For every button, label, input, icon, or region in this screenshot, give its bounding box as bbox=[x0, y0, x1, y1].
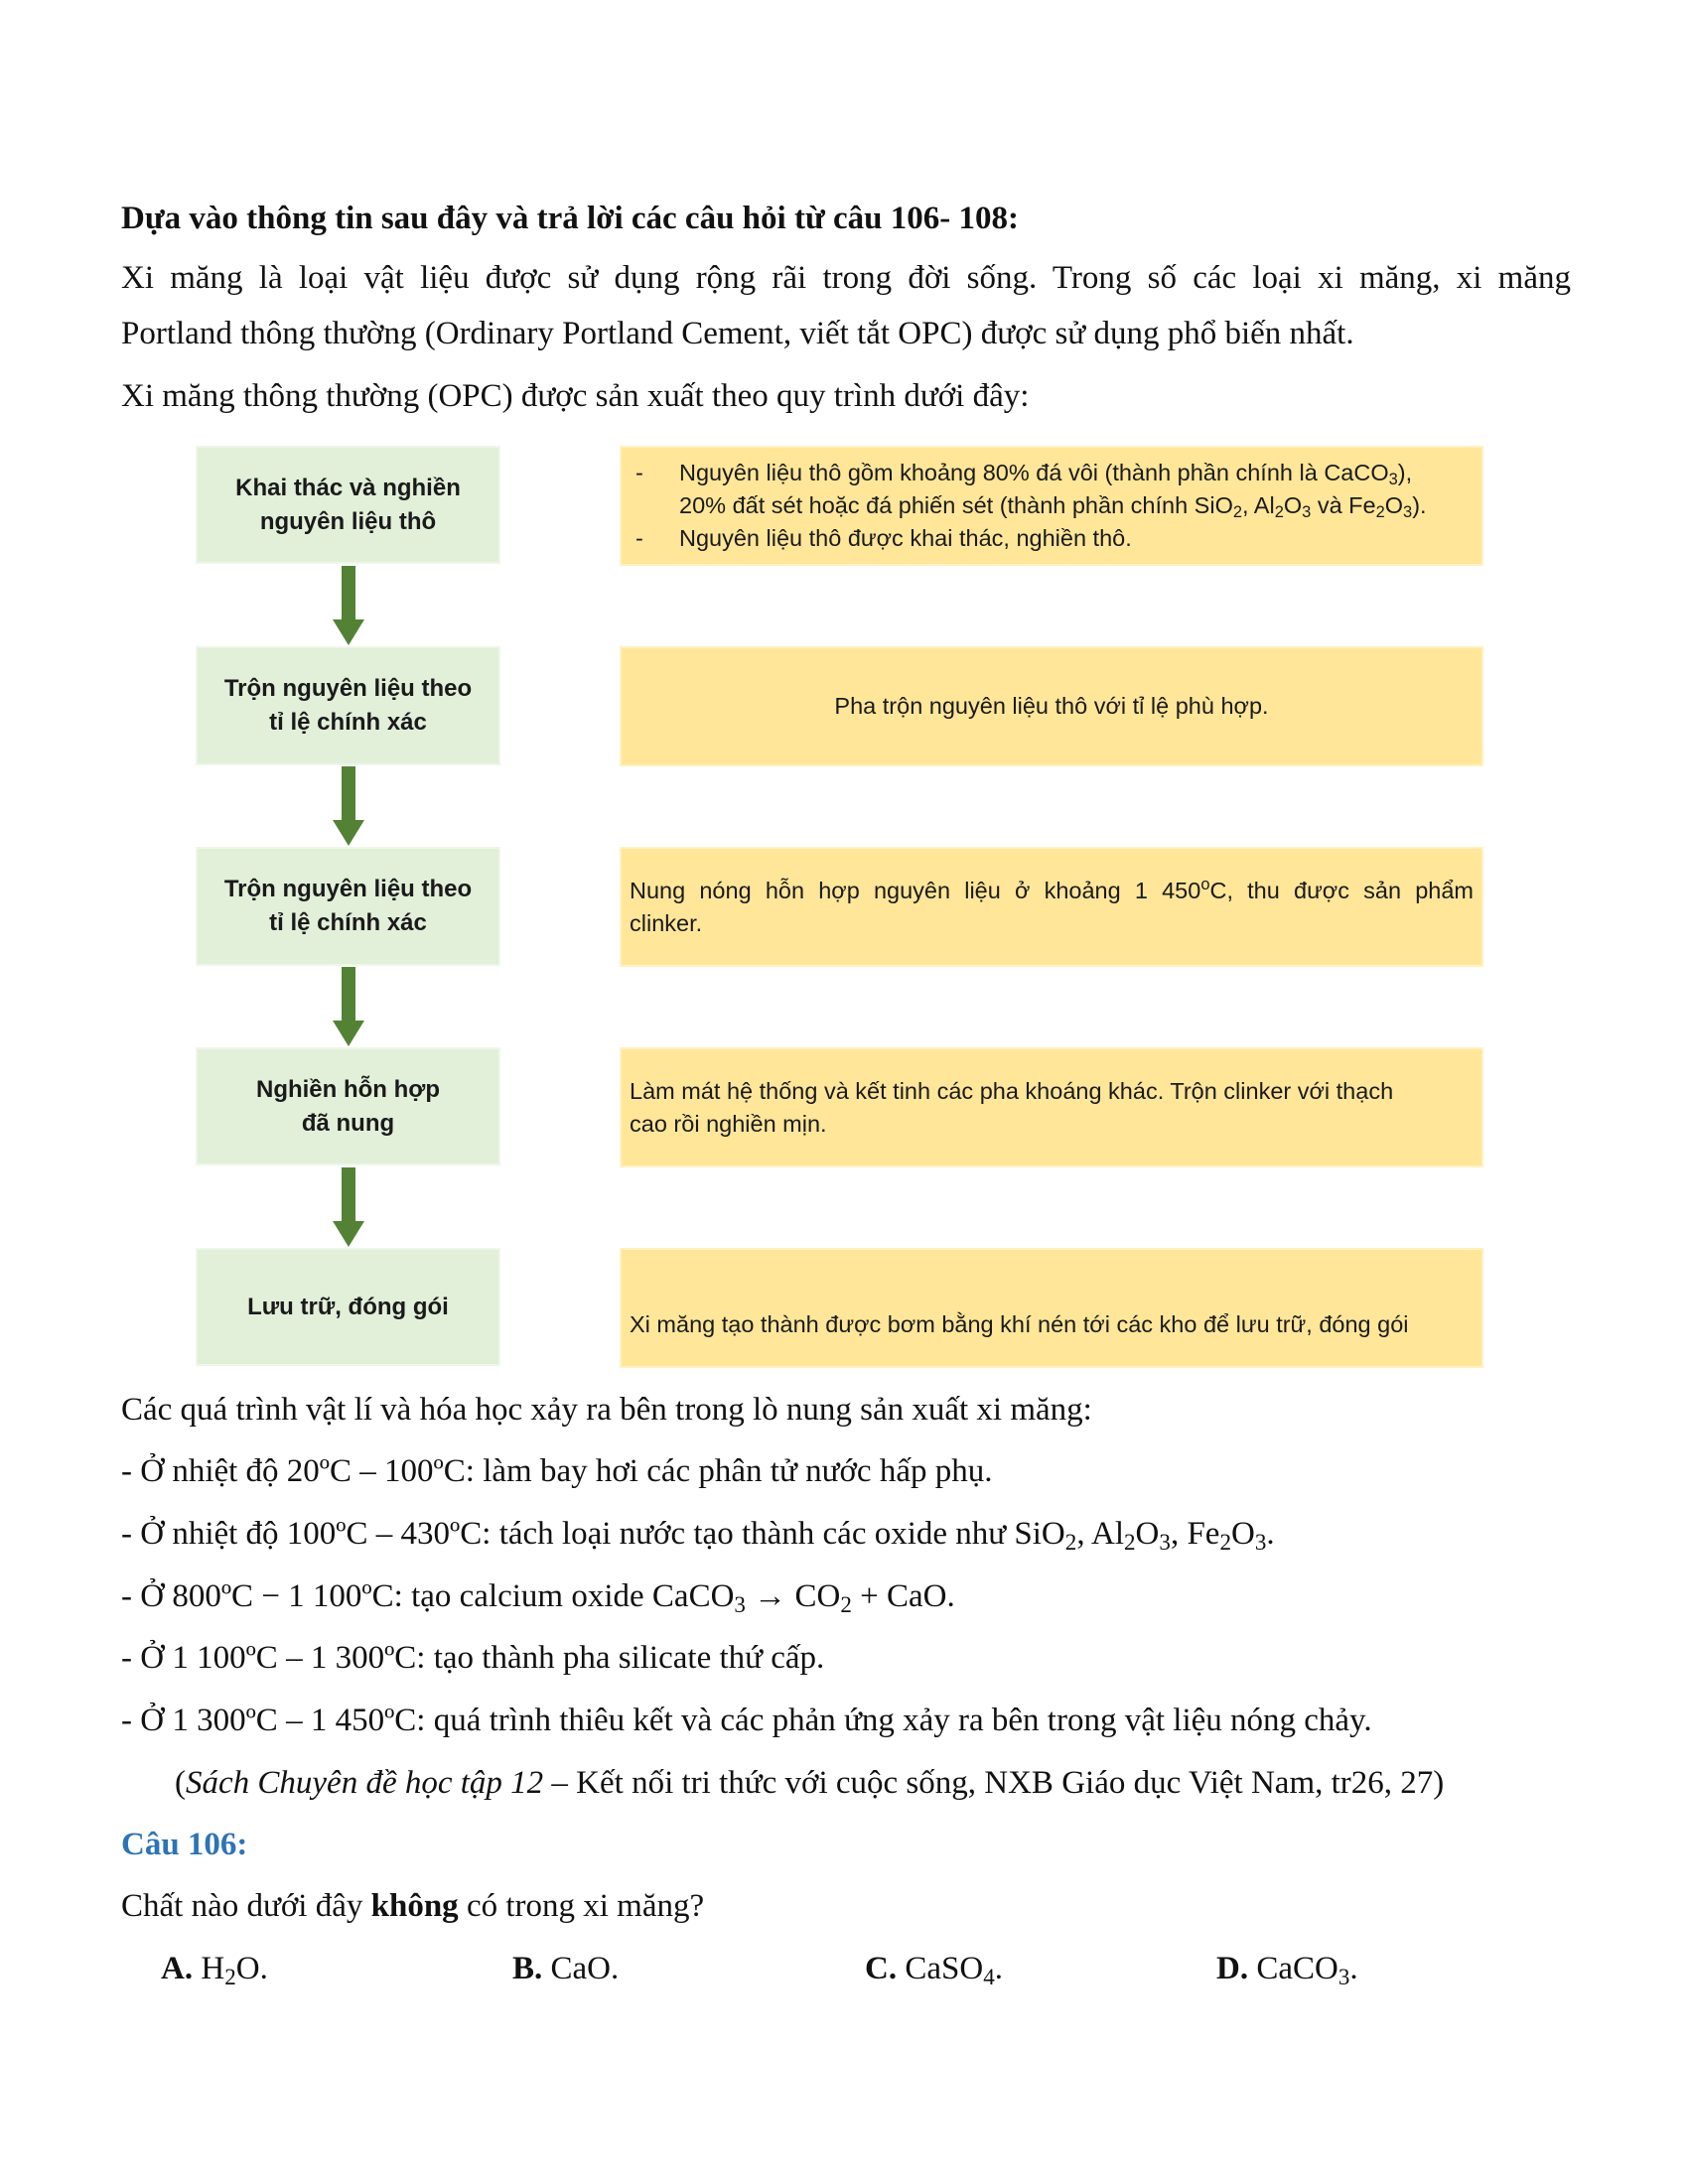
question-title: Câu 106: bbox=[121, 1827, 248, 1862]
process-line-5: - Ở 1 300ºC – 1 450ºC: quá trình thiêu kết và các phản ứng xảy ra bên trong vật liệu nóng chảy. bbox=[121, 1703, 1372, 1738]
flow-step-5-line-1: Lưu trữ, đóng gói bbox=[247, 1293, 449, 1320]
down-arrow-icon bbox=[333, 766, 364, 846]
question-stem: Chất nào dưới đây không có trong xi măng? bbox=[121, 1888, 705, 1924]
flow-step-2-line-2: tỉ lệ chính xác bbox=[269, 709, 427, 736]
bullet-dash: - bbox=[635, 525, 643, 551]
intro-paragraph-2: Xi măng thông thường (OPC) được sản xuất theo quy trình dưới đây: bbox=[121, 378, 1030, 414]
flow-desc-1-bullet-1: - Nguyên liệu thô gồm khoảng 80% đá vôi (thành phần chính là CaCO$_3$), bbox=[630, 457, 1474, 489]
source-citation: (Sách Chuyên đề học tập 12 – Kết nối tri thức với cuộc sống, NXB Giáo dục Việt Nam, tr26, 27) bbox=[175, 1765, 1445, 1801]
flow-step-2 bbox=[198, 648, 498, 763]
flow-desc-4-line-2: cao rồi nghiền mịn. bbox=[630, 1110, 827, 1137]
flow-desc-1-bullet-2: - Nguyên liệu thô được khai thác, nghiền thô. bbox=[630, 522, 1474, 555]
flow-desc-1-bullet-1-line-2: 20% đất sét hoặc đá phiến sét (thành phần chính SiO$_2$, $Al_2O_3$ và $Fe_2O_3$). bbox=[679, 492, 1427, 522]
down-arrow-icon bbox=[333, 566, 364, 645]
flow-desc-3-line-1: Nung nóng hỗn hợp nguyên liệu ở khoảng 1 450$^o$C, thu được sản phẩm bbox=[630, 875, 1474, 903]
intro-heading: Dựa vào thông tin sau đây và trả lời các câu hỏi từ câu 106- 108: bbox=[121, 201, 1019, 236]
answer-option-c[interactable]: C. CaSO$_4$. bbox=[865, 1951, 1003, 1989]
flow-desc-4-line-1: Làm mát hệ thống và kết tinh các pha khoáng khác. Trộn clinker với thạch bbox=[630, 1077, 1394, 1104]
flow-step-1-line-2: nguyên liệu thô bbox=[259, 507, 437, 535]
flow-desc-2 bbox=[622, 648, 1481, 764]
down-arrow-icon bbox=[333, 967, 364, 1046]
process-title: Các quá trình vật lí và hóa học xảy ra bên trong lò nung sản xuất xi măng: bbox=[121, 1392, 1092, 1428]
flow-desc-4 bbox=[622, 1049, 1481, 1165]
process-line-3: - Ở 800ºC − 1 100ºC: tạo calcium oxide CaCO$_3$ → $CO_2$ + CaO. bbox=[121, 1578, 955, 1617]
flow-desc-5-text: Xi măng tạo thành được bơm bằng khí nén tới các kho để lưu trữ, đóng gói bbox=[630, 1311, 1409, 1337]
intro-paragraph-line-1: Xi măng là loại vật liệu được sử dụng rộng rãi trong đời sống. Trong số các loại xi măng, xi măng bbox=[121, 260, 1571, 296]
flow-desc-2-text: Pha trộn nguyên liệu thô với tỉ lệ phù hợp. bbox=[834, 693, 1269, 719]
flow-step-4-line-2: đã nung bbox=[301, 1109, 395, 1137]
bullet-dash: - bbox=[635, 460, 643, 485]
flow-step-3-line-2: tỉ lệ chính xác bbox=[269, 909, 427, 936]
down-arrow-icon bbox=[333, 1167, 364, 1247]
process-line-2: - Ở nhiệt độ 100ºC – 430ºC: tách loại nước tạo thành các oxide như SiO$_2$, $Al_2O_3$, $Fe_2O_3$. bbox=[121, 1516, 1275, 1555]
flow-step-3 bbox=[198, 849, 498, 964]
flow-desc-1 bbox=[622, 448, 1481, 564]
process-line-4: - Ở 1 100ºC – 1 300ºC: tạo thành pha silicate thứ cấp. bbox=[121, 1640, 825, 1676]
flow-step-4-line-1: Nghiền hỗn hợp bbox=[255, 1075, 441, 1103]
flow-step-3-line-1: Trộn nguyên liệu theo bbox=[223, 876, 473, 902]
process-line-1: - Ở nhiệt độ 20ºC – 100ºC: làm bay hơi các phân tử nước hấp phụ. bbox=[121, 1453, 993, 1489]
flow-desc-5 bbox=[622, 1250, 1481, 1366]
flow-desc-3-line-2: clinker. bbox=[630, 909, 703, 936]
flow-step-2-line-1: Trộn nguyên liệu theo bbox=[223, 675, 473, 702]
answer-option-a[interactable]: A. $H_2O$. bbox=[161, 1951, 268, 1989]
flow-step-1 bbox=[198, 448, 498, 562]
flow-step-1-line-1: Khai thác và nghiền bbox=[235, 474, 461, 501]
flow-step-4 bbox=[198, 1049, 498, 1163]
answer-option-b[interactable]: B. CaO. bbox=[512, 1951, 620, 1986]
flow-step-5 bbox=[198, 1250, 498, 1364]
answer-option-d[interactable]: D. CaCO$_3$. bbox=[1216, 1951, 1358, 1989]
flow-desc-3 bbox=[622, 849, 1481, 965]
intro-paragraph-line-2: Portland thông thường (Ordinary Portland Cement, viết tắt OPC) được sử dụng phổ biến nhất. bbox=[121, 316, 1354, 351]
